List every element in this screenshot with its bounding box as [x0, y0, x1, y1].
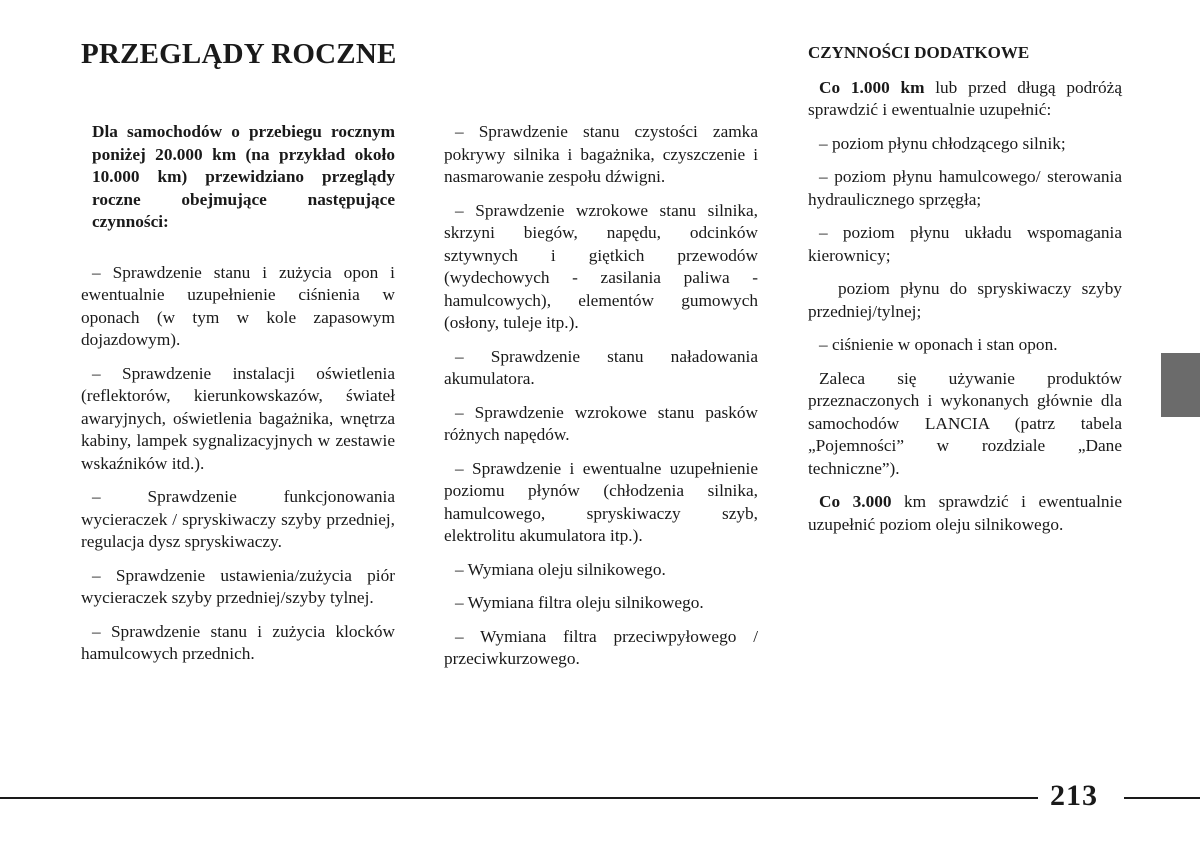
list-item: – Sprawdzenie funkcjonowania wycieraczek / spryskiwaczy szyby przedniej, regulacja dysz spryskiwaczy. [81, 487, 395, 551]
footer-rule-right [1124, 797, 1200, 799]
list-item: poziom płynu do spryskiwaczy szyby przedniej/tylnej; [808, 279, 1122, 321]
column-inspection-continued [444, 121, 758, 682]
oil-interval-text: km sprawdzić i ewentualnie uzupełnić poziom oleju silnikowego. [808, 492, 1122, 534]
list-item: – Sprawdzenie stanu i zużycia klocków hamulcowych przednich. [81, 621, 395, 663]
list-item: – Sprawdzenie stanu czystości zamka pokrywy silnika i bagażnika, czyszczenie i nasmarowanie zespołu dźwigni. [444, 122, 758, 186]
section-heading: CZYNNOŚCI DODATKOWE [808, 43, 1030, 62]
list-item: – Sprawdzenie wzrokowe stanu silnika, skrzyni biegów, napędu, odcinków sztywnych i giętkich przewodów (wydechowych - zasilania paliwa - hamulcowych), elementów gumowych (osłony, tuleje itp.). [444, 200, 758, 332]
column-annual-inspection [81, 121, 395, 677]
list-item: – Sprawdzenie stanu naładowania akumulatora. [444, 346, 758, 388]
page-title: PRZEGLĄDY ROCZNE [81, 38, 397, 70]
interval-text: lub przed długą podróżą sprawdzić i ewentualnie uzupełnić: [808, 77, 1122, 119]
oil-check-paragraph [808, 491, 1122, 536]
list-item: – Sprawdzenie wzrokowe stanu pasków różnych napędów. [444, 402, 758, 444]
list-item: – poziom płynu chłodzącego silnik; [819, 133, 1066, 153]
list-item: – ciśnienie w oponach i stan opon. [819, 335, 1058, 354]
list-item: – Wymiana filtra oleju silnikowego. [455, 593, 704, 612]
list-item: – poziom płynu hamulcowego/ sterowania hydraulicznego sprzęgła; [808, 167, 1122, 209]
intro-paragraph: Dla samochodów o przebiegu rocznym poniżej 20.000 km (na przykład około 10.000 km) przewidziano przeglądy roczne obejmujące następujące czynności: [92, 122, 395, 231]
column-additional-tasks [808, 42, 1122, 547]
list-item: – Wymiana filtra przeciwpyłowego / przeciwkurzowego. [444, 626, 758, 668]
interval-label: Co 1.000 km [819, 77, 925, 97]
page-number: 213 [1050, 779, 1098, 812]
oil-interval-label: Co 3.000 [819, 492, 892, 511]
list-item: – poziom płynu układu wspomagania kierownicy; [808, 223, 1122, 265]
recommendation-paragraph: Zaleca się używanie produktów przeznaczonych i wykonanych głównie dla samochodów LANCIA (patrz tabela „Pojemności” w rozdziale „Dane techniczne”). [808, 368, 1122, 478]
check-interval-paragraph [808, 77, 1122, 122]
list-item: – Sprawdzenie stanu i zużycia opon i ewentualnie uzupełnienie ciśnienia w oponach (w tym w kole zapasowym dojazdowym). [81, 262, 395, 349]
list-item: – Sprawdzenie instalacji oświetlenia (reflektorów, kierunkowskazów, świateł awaryjnych, oświetlenia bagażnika, wnętrza kabiny, lampek sygnalizacyjnych w zestawie wskaźników itd.). [81, 363, 395, 473]
chapter-tab [1161, 353, 1200, 417]
list-item: – Sprawdzenie ustawienia/zużycia piór wycieraczek szyby przedniej/szyby tylnej. [81, 565, 395, 607]
footer-rule-left [0, 797, 1038, 799]
list-item: – Wymiana oleju silnikowego. [455, 559, 666, 579]
list-item: – Sprawdzenie i ewentualne uzupełnienie poziomu płynów (chłodzenia silnika, hamulcowego, spryskiwaczy szyb, elektrolitu akumulatora itp.). [444, 458, 758, 545]
